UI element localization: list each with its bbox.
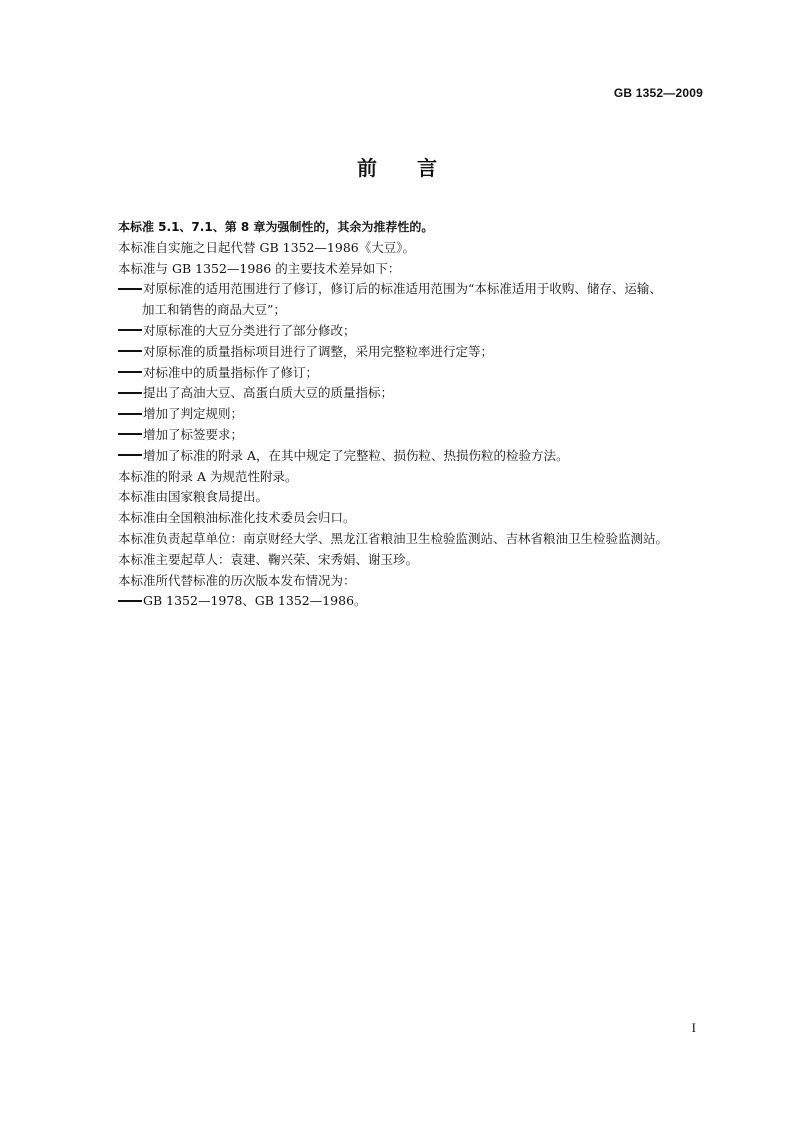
list-item-text: 增加了判定规则； <box>143 406 244 422</box>
list-item-previous-editions <box>118 591 718 612</box>
document-id-header: GB 1352—2009 <box>613 86 703 100</box>
list-item-text: 对原标准的适用范围进行了修订，修订后的标准适用范围为“本标准适用于收购、储存、运输、 <box>143 281 662 297</box>
em-dash-marker <box>118 413 142 415</box>
em-dash-marker <box>118 392 142 394</box>
paragraph-proposed-by: 本标准由国家粮食局提出。 <box>118 489 269 505</box>
list-item-classification <box>118 321 718 342</box>
em-dash-marker <box>118 600 142 602</box>
list-item-judgement-rules <box>118 404 718 425</box>
list-item-scope-continued: 加工和销售的商品大豆”； <box>142 302 286 318</box>
list-item-high-oil-protein <box>118 383 718 404</box>
em-dash-marker <box>118 433 142 435</box>
title-char-1: 前 <box>357 156 377 180</box>
em-dash-marker <box>118 329 142 331</box>
list-item-text: 对原标准的大豆分类进行了部分修改； <box>143 322 356 338</box>
list-item-scope <box>118 279 718 300</box>
paragraph-previous-editions-intro: 本标准所代替标准的历次版本发布情况为： <box>118 572 356 588</box>
list-item-text: GB 1352—1978、GB 1352—1986。 <box>143 593 367 609</box>
list-item-quality-indicators <box>118 363 718 384</box>
em-dash-marker <box>118 288 142 290</box>
em-dash-marker <box>118 371 142 373</box>
page-title <box>0 152 794 181</box>
foreword-body <box>118 217 718 612</box>
list-item-text: 增加了标准的附录 A，在其中规定了完整粒、损伤粒、热损伤粒的检验方法。 <box>143 447 569 463</box>
paragraph-replaces: 本标准自实施之日起代替 GB 1352—1986《大豆》。 <box>118 239 415 255</box>
list-item-text: 对原标准的质量指标项目进行了调整，采用完整粒率进行定等； <box>143 343 494 359</box>
paragraph-appendix-normative: 本标准的附录 A 为规范性附录。 <box>118 468 298 484</box>
paragraph-differences-intro: 本标准与 GB 1352—1986 的主要技术差异如下： <box>118 260 401 276</box>
paragraph-drafting-units: 本标准负责起草单位：南京财经大学、黑龙江省粮油卫生检验监测站、吉林省粮油卫生检验监测站。 <box>118 530 669 546</box>
paragraph-under-jurisdiction: 本标准由全国粮油标准化技术委员会归口。 <box>118 510 356 526</box>
page-number: I <box>691 1020 696 1035</box>
em-dash-marker <box>118 350 142 352</box>
paragraph-drafters: 本标准主要起草人：袁建、鞠兴荣、宋秀娟、谢玉珍。 <box>118 551 419 567</box>
list-item-label-requirements <box>118 425 718 446</box>
list-item-text: 提出了高油大豆、高蛋白质大豆的质量指标； <box>143 385 394 401</box>
title-char-2: 言 <box>417 156 437 180</box>
em-dash-marker <box>118 454 142 456</box>
list-item-appendix-a <box>118 446 718 467</box>
list-item-text: 对标准中的质量指标作了修订； <box>143 364 319 380</box>
paragraph-mandatory-clauses: 本标准 5.1、7.1、第 8 章为强制性的，其余为推荐性的。 <box>118 220 434 234</box>
list-item-quality-items <box>118 342 718 363</box>
list-item-text: 增加了标签要求； <box>143 426 244 442</box>
